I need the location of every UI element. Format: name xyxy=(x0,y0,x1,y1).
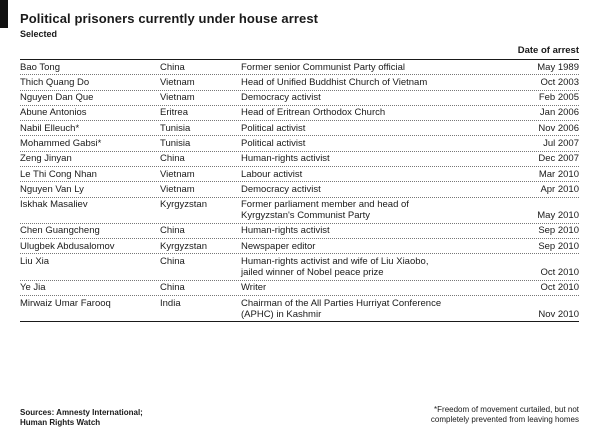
prisoner-country: Kyrgyzstan xyxy=(160,240,207,252)
prisoner-country: China xyxy=(160,225,185,237)
prisoner-name: Thich Quang Do xyxy=(20,76,90,88)
corner-mark xyxy=(0,0,8,28)
prisoner-table xyxy=(20,59,579,322)
arrest-date: Oct 2010 xyxy=(540,282,579,294)
prisoner-country: China xyxy=(160,153,185,165)
prisoner-name: Mirwaiz Umar Farooq xyxy=(20,297,111,309)
prisoner-country: Vietnam xyxy=(160,92,195,104)
table-row xyxy=(20,224,579,239)
table-row xyxy=(20,60,579,75)
arrest-date: Nov 2010 xyxy=(538,308,579,320)
prisoner-country: Vietnam xyxy=(160,168,195,180)
table-row xyxy=(20,136,579,151)
prisoner-role: Human-rights activist xyxy=(241,153,330,165)
table-row xyxy=(20,198,579,224)
footnote-line: *Freedom of movement curtailed, but not xyxy=(434,405,579,414)
table-row xyxy=(20,91,579,106)
footnote xyxy=(369,405,579,425)
prisoner-country: Tunisia xyxy=(160,138,191,149)
arrest-date: Apr 2010 xyxy=(540,183,579,195)
arrest-date: Oct 2003 xyxy=(540,76,579,88)
prisoner-name: Liu Xia xyxy=(20,255,50,267)
footnote-line: completely prevented from leaving homes xyxy=(430,415,579,424)
table-row xyxy=(20,75,579,90)
table-row xyxy=(20,167,579,182)
source-line: Sources: Amnesty International; xyxy=(20,408,143,417)
arrest-date: Jan 2006 xyxy=(539,107,579,119)
prisoner-country: China xyxy=(160,255,185,267)
prisoner-country: Tunisia xyxy=(160,122,191,134)
prisoner-name: Nguyen Van Ly xyxy=(20,183,84,195)
table-row xyxy=(20,182,579,197)
arrest-date: Dec 2007 xyxy=(538,153,579,165)
prisoner-role: Human-rights activist and wife of Liu Xiaobo, jailed winner of Nobel peace prize xyxy=(241,255,429,278)
prisoner-name: Bao Tong xyxy=(20,61,60,73)
arrest-date: May 2010 xyxy=(537,210,579,222)
prisoner-role: Political activist xyxy=(241,122,306,134)
prisoner-country: Vietnam xyxy=(160,76,195,88)
arrest-date: Sep 2010 xyxy=(538,240,579,252)
table-row xyxy=(20,281,579,296)
prisoner-name: Abune Antonios xyxy=(20,107,87,119)
arrest-date: Sep 2010 xyxy=(538,225,579,237)
arrest-date: Feb 2005 xyxy=(538,92,579,104)
source-note xyxy=(20,408,143,428)
prisoner-role: Human-rights activist xyxy=(241,225,330,237)
table-row xyxy=(20,106,579,121)
prisoner-role: Head of Unified Buddhist Church of Vietnam xyxy=(241,76,428,88)
prisoner-role: Head of Eritrean Orthodox Church xyxy=(241,107,386,119)
table-row xyxy=(20,254,579,280)
arrest-date: Jul 2007 xyxy=(543,138,579,149)
table-row xyxy=(20,152,579,167)
prisoner-country: China xyxy=(160,61,185,73)
prisoner-name: Iskhak Masaliev xyxy=(20,199,88,211)
prisoner-role: Labour activist xyxy=(241,168,303,180)
prisoner-name: Ye Jia xyxy=(20,282,46,294)
prisoner-country: Eritrea xyxy=(160,107,188,119)
source-line: Human Rights Watch xyxy=(20,418,101,427)
prisoner-country: Kyrgyzstan xyxy=(160,199,207,211)
arrest-date: Mar 2010 xyxy=(538,168,579,180)
prisoner-role: Newspaper editor xyxy=(241,240,316,252)
arrest-date: Nov 2006 xyxy=(538,122,579,134)
prisoner-country: Vietnam xyxy=(160,183,195,195)
prisoner-name: Mohammed Gabsi* xyxy=(20,138,102,149)
arrest-date: Oct 2010 xyxy=(540,266,579,278)
prisoner-role: Former senior Communist Party official xyxy=(241,61,406,73)
table-row xyxy=(20,239,579,254)
prisoner-name: Zeng Jinyan xyxy=(20,153,72,165)
arrest-date: May 1989 xyxy=(537,61,579,73)
prisoner-name: Nguyen Dan Que xyxy=(20,92,94,104)
prisoner-country: India xyxy=(160,297,181,309)
prisoner-name: Nabil Elleuch* xyxy=(20,122,80,134)
prisoner-role: Political activist xyxy=(241,138,306,149)
prisoner-name: Chen Guangcheng xyxy=(20,225,100,237)
table-row xyxy=(20,296,579,322)
prisoner-role: Writer xyxy=(241,282,267,294)
prisoner-role: Former parliament member and head of Kyrgyzstan's Communist Party xyxy=(241,199,409,222)
table-row xyxy=(20,121,579,136)
prisoner-role: Democracy activist xyxy=(241,92,321,104)
page-title: Political prisoners currently under house arrest xyxy=(20,11,319,26)
date-column-header: Date of arrest xyxy=(517,45,579,56)
prisoner-role: Democracy activist xyxy=(241,183,321,195)
prisoner-name: Ulugbek Abdusalomov xyxy=(20,240,115,252)
page-subtitle: Selected xyxy=(20,29,58,39)
prisoner-name: Le Thi Cong Nhan xyxy=(20,168,97,180)
prisoner-role: Chairman of the All Parties Hurriyat Conference (APHC) in Kashmir xyxy=(241,297,442,320)
prisoner-country: China xyxy=(160,282,185,294)
